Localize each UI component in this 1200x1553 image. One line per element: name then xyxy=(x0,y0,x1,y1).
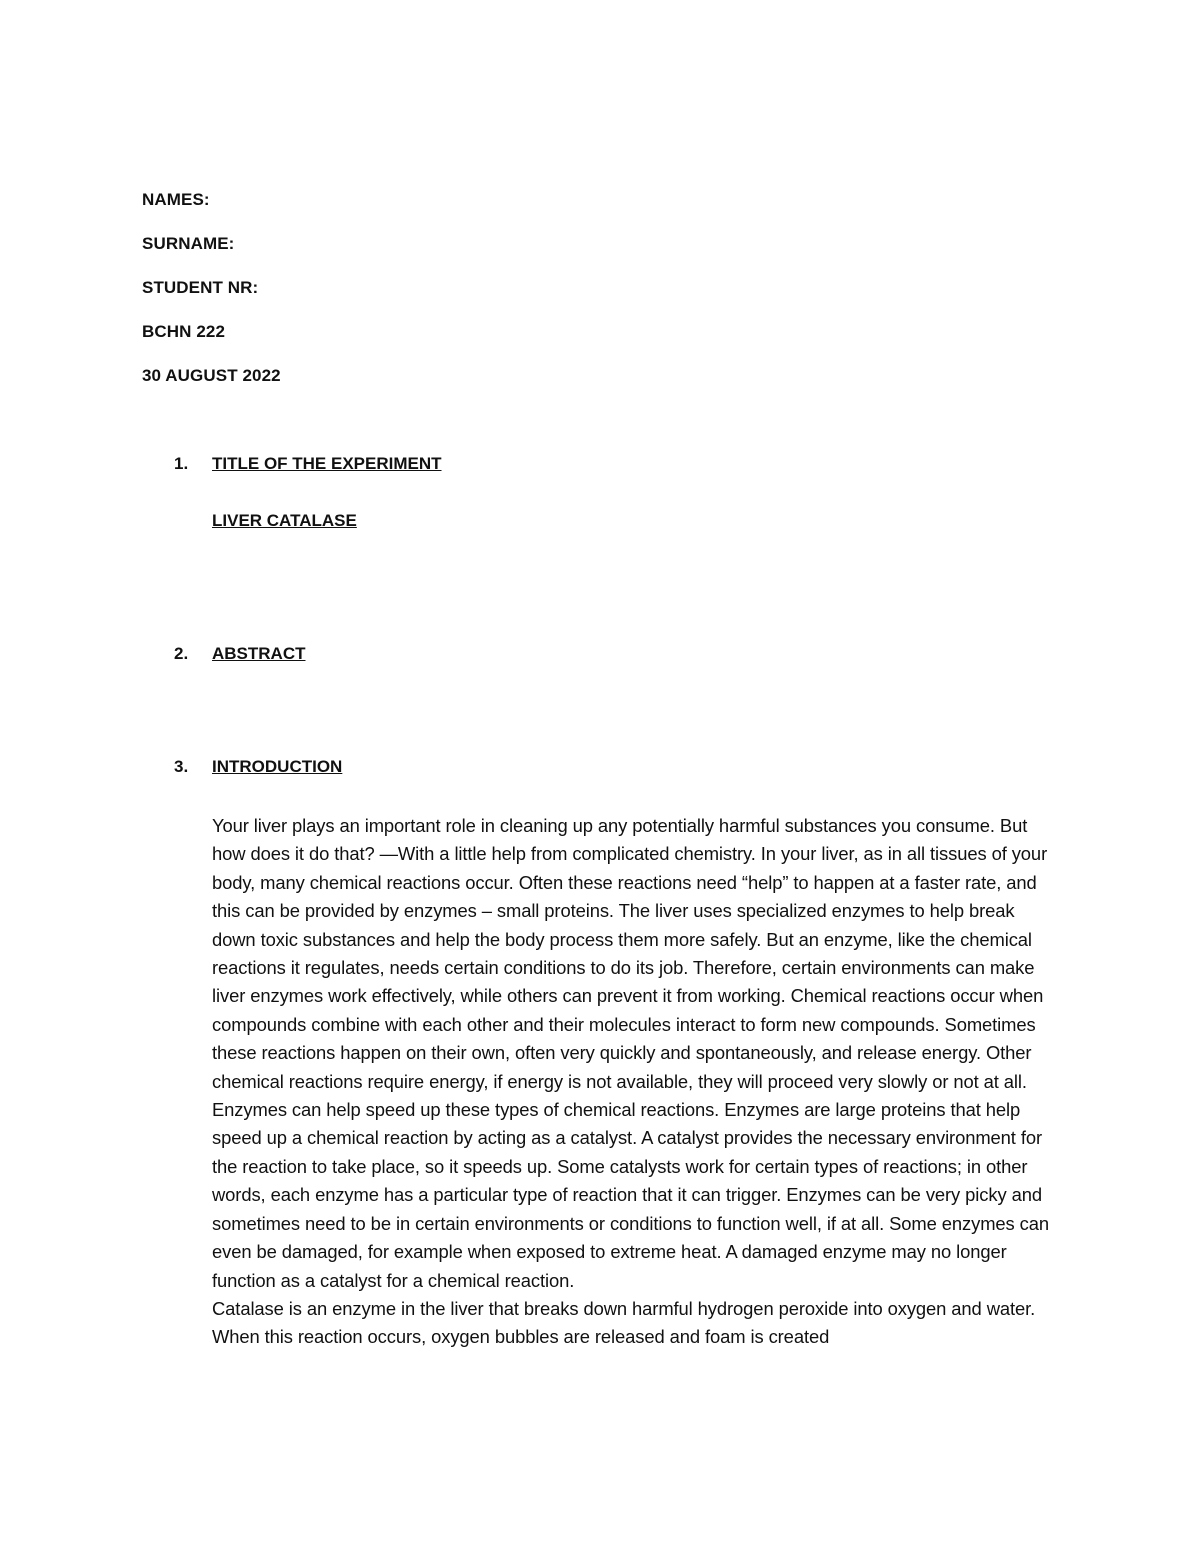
introduction-paragraph: Your liver plays an important role in cleaning up any potentially harmful substances you consume. But how does it do that? —With a little help from complicated chemistry. In your liver, as in all tissues of your body, many chemical reactions occur. Often these reactions need “help” to happen at a faster rate, and this can be provided by enzymes – small proteins. The liver uses specialized enzymes to help break down toxic substances and help the body process them more safely. But an enzyme, like the chemical reactions it regulates, needs certain conditions to do its job. Therefore, certain environments can make liver enzymes work effectively, while others can prevent it from working. Chemical reactions occur when compounds combine with each other and their molecules interact to form new compounds. Sometimes these reactions happen on their own, often very quickly and spontaneously, and release energy. Other chemical reactions require energy, if energy is not available, they will proceed very slowly or not at all. Enzymes can help speed up these types of chemical reactions. Enzymes are large proteins that help speed up a chemical reaction by acting as a catalyst. A catalyst provides the necessary environment for the reaction to take place, so it speeds up. Some catalysts work for certain types of reactions; in other words, each enzyme has a particular type of reaction that it can trigger. Enzymes can be very picky and sometimes need to be in certain environments or conditions to function well, if at all. Some enzymes can even be damaged, for example when exposed to extreme heat. A damaged enzyme may no longer function as a catalyst for a chemical reaction. xyxy=(212,815,1050,1291)
section-heading: INTRODUCTION xyxy=(212,757,343,776)
names-label: NAMES: xyxy=(142,190,210,209)
experiment-title: LIVER CATALASE xyxy=(212,511,357,530)
course-code: BCHN 222 xyxy=(142,322,225,341)
student-header xyxy=(142,189,742,409)
report-date: 30 AUGUST 2022 xyxy=(142,366,281,385)
section-heading: ABSTRACT xyxy=(212,644,306,663)
section-number: 3. xyxy=(174,757,189,776)
surname-label: SURNAME: xyxy=(142,234,235,253)
section-number: 1. xyxy=(174,454,189,473)
section-heading: TITLE OF THE EXPERIMENT xyxy=(212,454,442,473)
section-number: 2. xyxy=(174,644,189,663)
student-number-label: STUDENT NR: xyxy=(142,278,259,297)
introduction-paragraph: Catalase is an enzyme in the liver that breaks down harmful hydrogen peroxide into oxygen and water. When this reaction occurs, oxygen bubbles are released and foam is created xyxy=(212,1297,1036,1348)
introduction-body xyxy=(212,812,1062,1352)
